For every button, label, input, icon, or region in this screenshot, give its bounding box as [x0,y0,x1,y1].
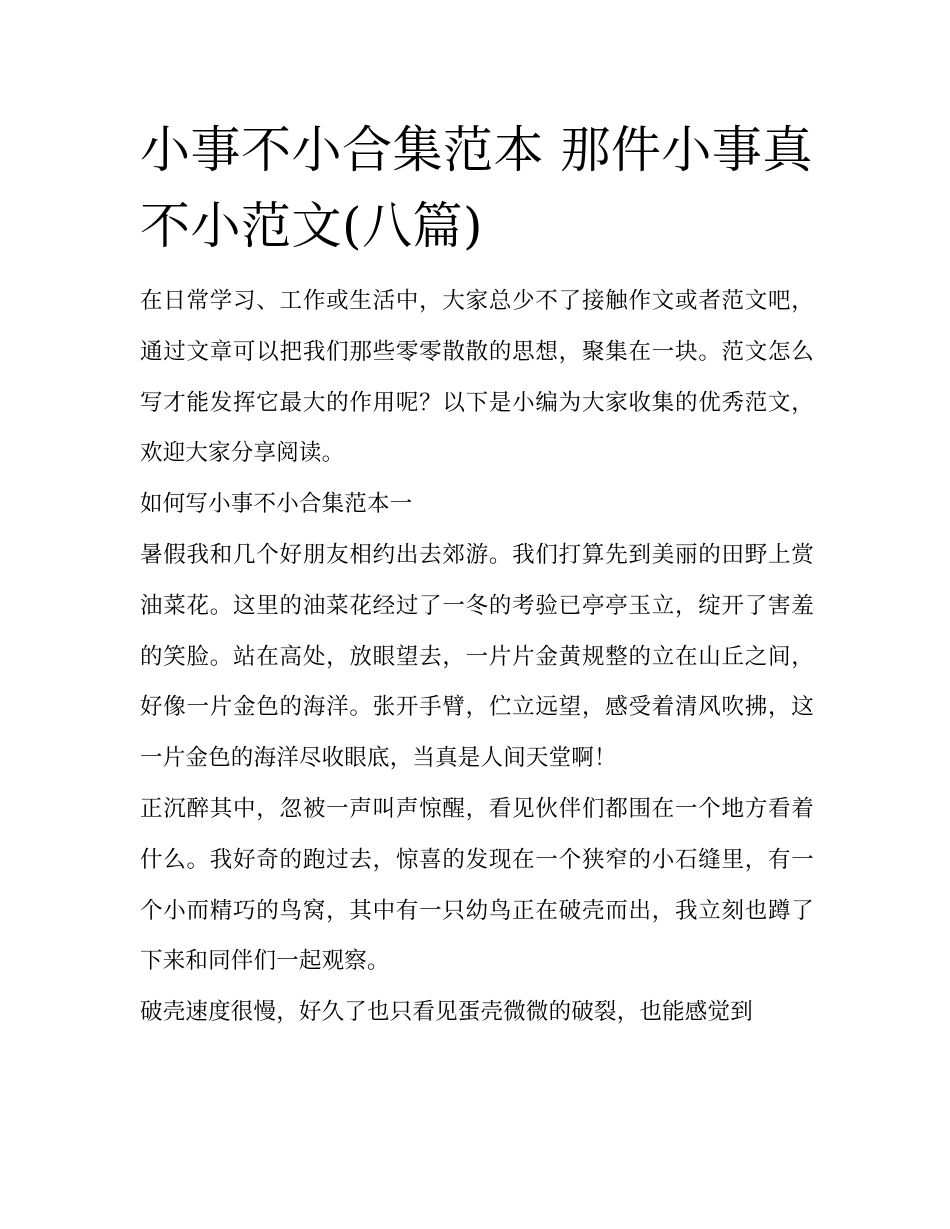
body-paragraph-2: 正沉醉其中，忽被一声叫声惊醒，看见伙伴们都围在一个地方看着什么。我好奇的跑过去，惊喜的发现在一个狭窄的小石缝里，有一个小而精巧的鸟窝，其中有一只幼鸟正在破壳而出，我立刻也蹲了下来和同伴们一起观察。 [140,795,814,975]
body-paragraph-3: 破壳速度很慢，好久了也只看见蛋壳微微的破裂，也能感觉到 [140,999,753,1026]
section-heading: 如何写小事不小合集范本一 [140,491,413,518]
body-paragraph-1: 暑假我和几个好朋友相约出去郊游。我们打算先到美丽的田野上赏油菜花。这里的油菜花经过了一冬的考验已亭亭玉立，绽开了害羞的笑脸。站在高处，放眼望去，一片片金黄规整的立在山丘之间，好像一片金色的海洋。张开手臂，伫立远望，感受着清风吹拂，这一片金色的海洋尽收眼底，当真是人间天堂啊！ [140,541,814,772]
title-line-1: 小事不小合集范本 那件小事真 [140,121,813,179]
document-title [140,112,820,264]
title-line-2: 不小范文(八篇) [140,197,484,255]
document-body [140,276,814,1038]
intro-paragraph: 在日常学习、工作或生活中，大家总少不了接触作文或者范文吧，通过文章可以把我们那些零零散散的思想，聚集在一块。范文怎么写才能发挥它最大的作用呢？以下是小编为大家收集的优秀范文，欢迎大家分享阅读。 [140,288,814,467]
